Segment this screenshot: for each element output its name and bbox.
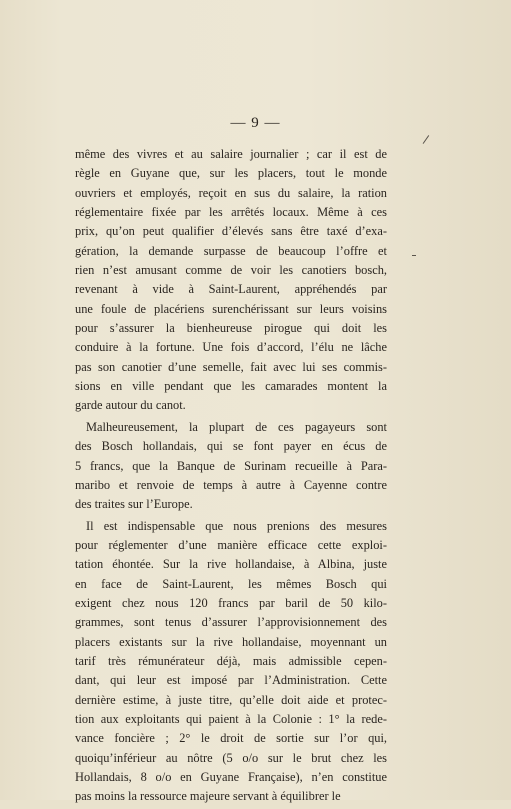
text-line: 5 francs, que la Banque de Surinam recueille à Para-	[75, 458, 387, 473]
text-line: dernière estime, à juste titre, qu’elle doit aide et protec-	[75, 692, 387, 707]
text-line: gération, la demande surpasse de beaucoup l’offre et	[75, 243, 387, 258]
text-line: tation éhontée. Sur la rive hollandaise, à Albina, juste	[75, 557, 387, 572]
text-line: revenant à vide à Saint-Laurent, appréhendés par	[75, 282, 387, 297]
text-line: prix, qu’on peut qualifier d’élevés sans être taxé d’exa-	[75, 224, 387, 239]
text-line: grammes, sont tenus d’assurer l’approvisionnement des	[75, 615, 387, 630]
text-line: sions en ville pendant que les camarades montent la	[75, 379, 387, 394]
text-line: règle en Guyane que, sur les placers, tout le monde	[75, 166, 387, 181]
text-line: vance foncière ; 2° le droit de sortie sur l’or qui,	[75, 731, 387, 746]
text-line: exigent chez nous 120 francs par baril de 50 kilo-	[75, 595, 387, 610]
paragraph	[75, 145, 387, 416]
text-line: quoiqu’inférieur au nôtre (5 o/o sur le brut chez les	[75, 750, 387, 765]
page-number: — 9 —	[230, 115, 281, 131]
text-line: dant, qui leur est imposé par l’Administration. Cette	[75, 673, 387, 688]
text-line: même des vivres et au salaire journalier ; car il est de	[75, 147, 387, 161]
text-line: Il est indispensable que nous prenions des mesures	[86, 518, 387, 533]
paragraph	[75, 517, 387, 807]
body-text	[75, 145, 387, 809]
text-line: des Bosch hollandais, qui se font payer en écus de	[75, 439, 387, 454]
text-line: pour réglementer d’une manière efficace cette exploi-	[75, 537, 387, 552]
text-line: pour s’assurer la bienheureuse pirogue qui doit les	[75, 321, 387, 336]
text-line: ouvriers et employés, reçoit en sus du salaire, la ration	[75, 185, 387, 200]
text-line: Hollandais, 8 o/o en Guyane Française), n’en constitue	[75, 770, 387, 784]
pencil-mark	[412, 255, 416, 256]
text-line: garde autour du canot.	[75, 398, 186, 413]
text-line: pas moins la ressource majeure servant à équilibrer le	[75, 789, 341, 804]
text-line: tarif très rémunérateur déjà, mais admissible cepen-	[75, 653, 387, 668]
text-line: Malheureusement, la plupart de ces pagayeurs sont	[86, 419, 387, 434]
text-line: maribo et renvoie de temps à autre à Cayenne contre	[75, 477, 387, 492]
text-line: tion aux exploitants qui paient à la Colonie : 1° la rede-	[75, 711, 387, 726]
pencil-mark	[423, 135, 430, 144]
text-line: en face de Saint-Laurent, les mêmes Bosch qui	[75, 576, 387, 591]
text-line: une foule de placériens surenchérissant sur leurs voisins	[75, 301, 387, 316]
paragraph	[75, 418, 387, 515]
text-line: rien n’est amusant comme de voir les canotiers bosch,	[75, 263, 387, 278]
text-line: réglementaire fixée par les arrêtés locaux. Même à ces	[75, 205, 387, 220]
text-line: pas son canotier d’une semelle, fait avec lui ses commis-	[75, 359, 387, 374]
text-line: conduire à la fortune. Une fois d’accord, l’élu ne lâche	[75, 340, 387, 355]
text-line: placers existants sur la rive hollandaise, moyennant un	[75, 634, 387, 649]
text-line: des traites sur l’Europe.	[75, 497, 193, 512]
